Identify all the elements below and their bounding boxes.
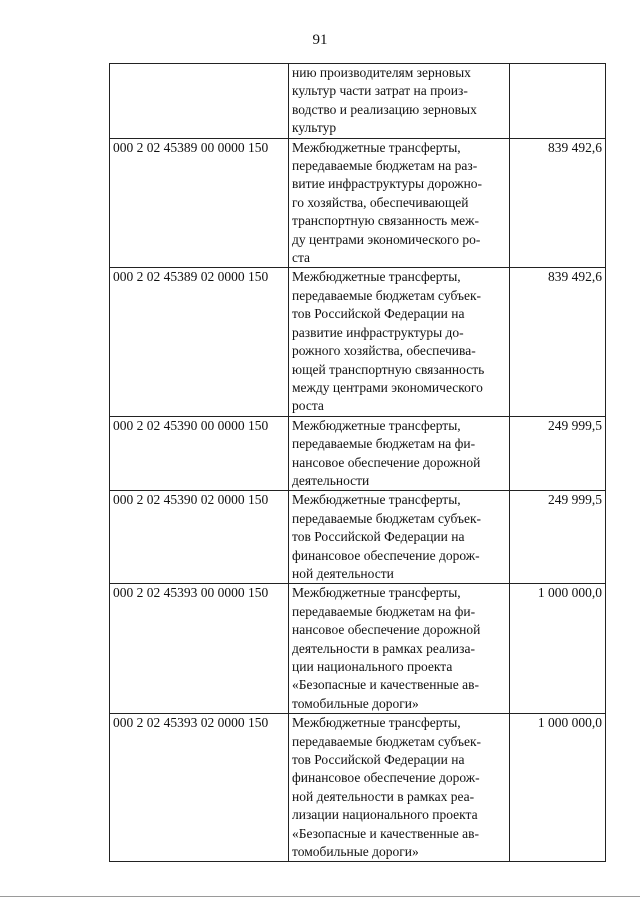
revenue-name-line: финансовое обеспечение дорож-	[292, 547, 480, 563]
revenue-name-line: нию производителям зерновых	[292, 65, 471, 80]
budget-table	[109, 63, 606, 862]
table-row	[110, 491, 606, 584]
revenue-name-line: Межбюджетные трансферты,	[292, 492, 461, 508]
revenue-name-line: культур	[292, 120, 337, 136]
revenue-name-line: тов Российской Федерации на	[292, 306, 465, 322]
revenue-name-cell	[289, 138, 510, 268]
revenue-name-line: тов Российской Федерации на	[292, 752, 465, 768]
amount-cell: 839 492,6	[510, 138, 606, 268]
table-row	[110, 64, 606, 139]
budget-code-cell	[110, 64, 289, 139]
revenue-name-line: Межбюджетные трансферты,	[292, 269, 461, 285]
revenue-name-cell	[289, 416, 510, 491]
amount-cell: 839 492,6	[510, 268, 606, 416]
revenue-name-line: развитие инфраструктуры до-	[292, 324, 464, 340]
revenue-name-line: ции национального проекта	[292, 659, 453, 674]
revenue-name-line: нансовое обеспечение дорожной	[292, 454, 481, 470]
revenue-name-line: томобильные дороги»	[292, 695, 419, 711]
amount-cell: 249 999,5	[510, 491, 606, 584]
revenue-name-line: нансовое обеспечение дорожной	[292, 622, 481, 638]
budget-code-cell: 000 2 02 45393 02 0000 150	[110, 714, 289, 862]
amount-cell	[510, 64, 606, 139]
revenue-name-line: томобильные дороги»	[292, 844, 419, 860]
bottom-divider	[0, 896, 640, 897]
revenue-name-line: ду центрами экономического ро-	[292, 231, 481, 247]
revenue-name-cell	[289, 584, 510, 714]
table-row	[110, 268, 606, 416]
page-number: 91	[312, 32, 328, 48]
budget-code-cell: 000 2 02 45389 00 0000 150	[110, 138, 289, 268]
revenue-name-line: «Безопасные и качественные ав-	[292, 825, 479, 841]
revenue-name-cell	[289, 64, 510, 139]
revenue-name-line: тов Российской Федерации на	[292, 529, 465, 545]
budget-code-cell: 000 2 02 45390 00 0000 150	[110, 416, 289, 491]
budget-code-cell: 000 2 02 45390 02 0000 150	[110, 491, 289, 584]
amount-cell: 249 999,5	[510, 416, 606, 491]
revenue-name-line: передаваемые бюджетам на фи-	[292, 436, 476, 452]
revenue-name-line: передаваемые бюджетам субъек-	[292, 733, 481, 749]
revenue-name-cell	[289, 268, 510, 416]
revenue-name-line: ной деятельности	[292, 565, 394, 581]
revenue-name-line: передаваемые бюджетам субъек-	[292, 287, 481, 303]
revenue-name-cell	[289, 491, 510, 584]
table-row	[110, 584, 606, 714]
revenue-name-line: финансовое обеспечение дорож-	[292, 770, 480, 786]
revenue-name-line: витие инфраструктуры дорожно-	[292, 176, 483, 192]
revenue-name-line: водство и реализацию зерновых	[292, 101, 477, 117]
table-row	[110, 416, 606, 491]
revenue-name-line: ной деятельности в рамках реа-	[292, 788, 475, 804]
revenue-name-line: го хозяйства, обеспечивающей	[292, 194, 469, 210]
revenue-name-cell	[289, 714, 510, 862]
revenue-name-line: Межбюджетные трансферты,	[292, 585, 461, 601]
revenue-name-line: передаваемые бюджетам на фи-	[292, 603, 476, 619]
amount-cell: 1 000 000,0	[510, 714, 606, 862]
revenue-name-line: между центрами экономического	[292, 379, 483, 395]
revenue-name-line: культур части затрат на произ-	[292, 83, 468, 99]
revenue-name-line: передаваемые бюджетам субъек-	[292, 510, 481, 526]
revenue-name-line: Межбюджетные трансферты,	[292, 417, 461, 433]
revenue-name-line: Межбюджетные трансферты,	[292, 139, 461, 155]
table-body	[110, 64, 606, 862]
revenue-name-line: «Безопасные и качественные ав-	[292, 677, 479, 693]
revenue-name-line: лизации национального проекта	[292, 807, 478, 823]
revenue-name-line: транспортную связанность меж-	[292, 213, 479, 229]
revenue-name-line: роста	[292, 398, 324, 414]
revenue-name-line: ста	[292, 250, 311, 266]
revenue-name-line: деятельности	[292, 472, 370, 488]
revenue-name-line: Межбюджетные трансферты,	[292, 715, 461, 731]
amount-cell: 1 000 000,0	[510, 584, 606, 714]
revenue-name-line: рожного хозяйства, обеспечива-	[292, 343, 476, 359]
table-row	[110, 714, 606, 862]
revenue-name-line: передаваемые бюджетам на раз-	[292, 158, 478, 174]
revenue-name-line: деятельности в рамках реализа-	[292, 640, 475, 656]
budget-code-cell: 000 2 02 45393 00 0000 150	[110, 584, 289, 714]
budget-code-cell: 000 2 02 45389 02 0000 150	[110, 268, 289, 416]
revenue-name-line: ющей транспортную связанность	[292, 361, 485, 377]
table-row	[110, 138, 606, 268]
